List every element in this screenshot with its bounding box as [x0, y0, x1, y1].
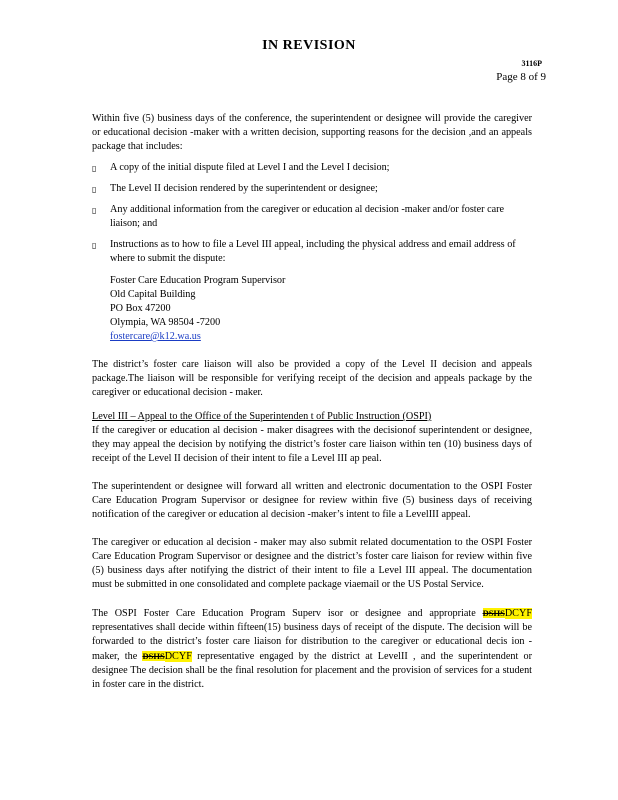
bullet-icon: ▯	[92, 206, 97, 215]
submit-paragraph: The caregiver or education al decision - maker may also submit related documentation to the OSPI Foster Care Education Program Supervisor or designee and the district’s foster care liaison for review within five (5) business days after notifying the district of their intent to file a Level III appeal. The documentation must be submitted in one consolidated and complete package viaemail or the US Postal Service.	[92, 537, 532, 590]
forward-paragraph: The superintendent or designee will forward all written and electronic documentation to the OSPI Foster Care Education Program Supervisor or designee for review within five (5) business days of receiving notification of the caregiver or education al decision -maker’s intent to file a LevelIII appeal.	[92, 481, 532, 520]
policy-code: 3116P	[521, 59, 542, 68]
level3-paragraph: If the caregiver or education al decision - maker disagrees with the decisionof superintendent or designee, they may appeal the decision by notifying the district’s foster care liaison within ten (10) business days of receipt of the Level II decision of their intent to file a Level III ap peal.	[92, 425, 532, 464]
list-item: ▯ The Level II decision rendered by the superintendent or designee;	[92, 182, 532, 196]
list-item: ▯ A copy of the initial dispute filed at Level I and the Level I decision;	[92, 161, 532, 175]
address-line: Foster Care Education Program Supervisor	[110, 275, 286, 286]
list-item: ▯ Any additional information from the caregiver or education al decision -maker and/or foster care liaison; and	[92, 204, 505, 229]
address-line: PO Box 47200	[110, 303, 171, 314]
final-paragraph: The OSPI Foster Care Education Program Superv isor or designee and appropriate DSHSDCYF representatives shall decide within fifteen(15) business days of receipt of the dispute. The decision will be forwarded to the district’s foster care liaison for distribution to the caregiver or educational decis ion -maker, the DSHSDCYF representative engaged by the district at LevelII , and the superintendent or designee The decision shall be the final resolution for placement and the provision of services for a student in foster care in the district.	[92, 608, 532, 690]
bullet-icon: ▯	[92, 164, 97, 173]
deleted-text: DSHS	[482, 608, 505, 618]
mailing-address	[110, 274, 532, 344]
email-link[interactable]: fostercare@k12.wa.us	[110, 331, 201, 342]
document-body	[92, 112, 532, 692]
inserted-text: DCYF	[164, 651, 192, 662]
bullet-icon: ▯	[92, 241, 97, 250]
page-number: Page 8 of 9	[496, 71, 546, 83]
address-line: Old Capital Building	[110, 289, 196, 300]
page-title: IN REVISION	[262, 38, 356, 53]
list-item: ▯ Instructions as to how to file a Level III appeal, including the physical address and email address of where to submit the dispute:	[92, 239, 516, 264]
appeals-package-list	[92, 161, 532, 266]
level3-heading: Level III – Appeal to the Office of the Superintenden t of Public Instruction (OSPI)	[92, 411, 432, 422]
deleted-text: DSHS	[142, 651, 165, 661]
intro-paragraph: Within five (5) business days of the conference, the superintendent or designee will provide the caregiver or educational decision -maker with a written decision, supporting reasons for the decision ,and an appeals package that includes:	[92, 113, 532, 152]
liaison-paragraph: The district’s foster care liaison will also be provided a copy of the Level II decision and appeals package.The liaison will be responsible for verifying receipt of the decision and appeals package by the caregiver or educational decision - maker.	[92, 359, 532, 398]
inserted-text: DCYF	[504, 608, 532, 619]
address-line: Olympia, WA 98504 -7200	[110, 317, 221, 328]
bullet-icon: ▯	[92, 185, 97, 194]
